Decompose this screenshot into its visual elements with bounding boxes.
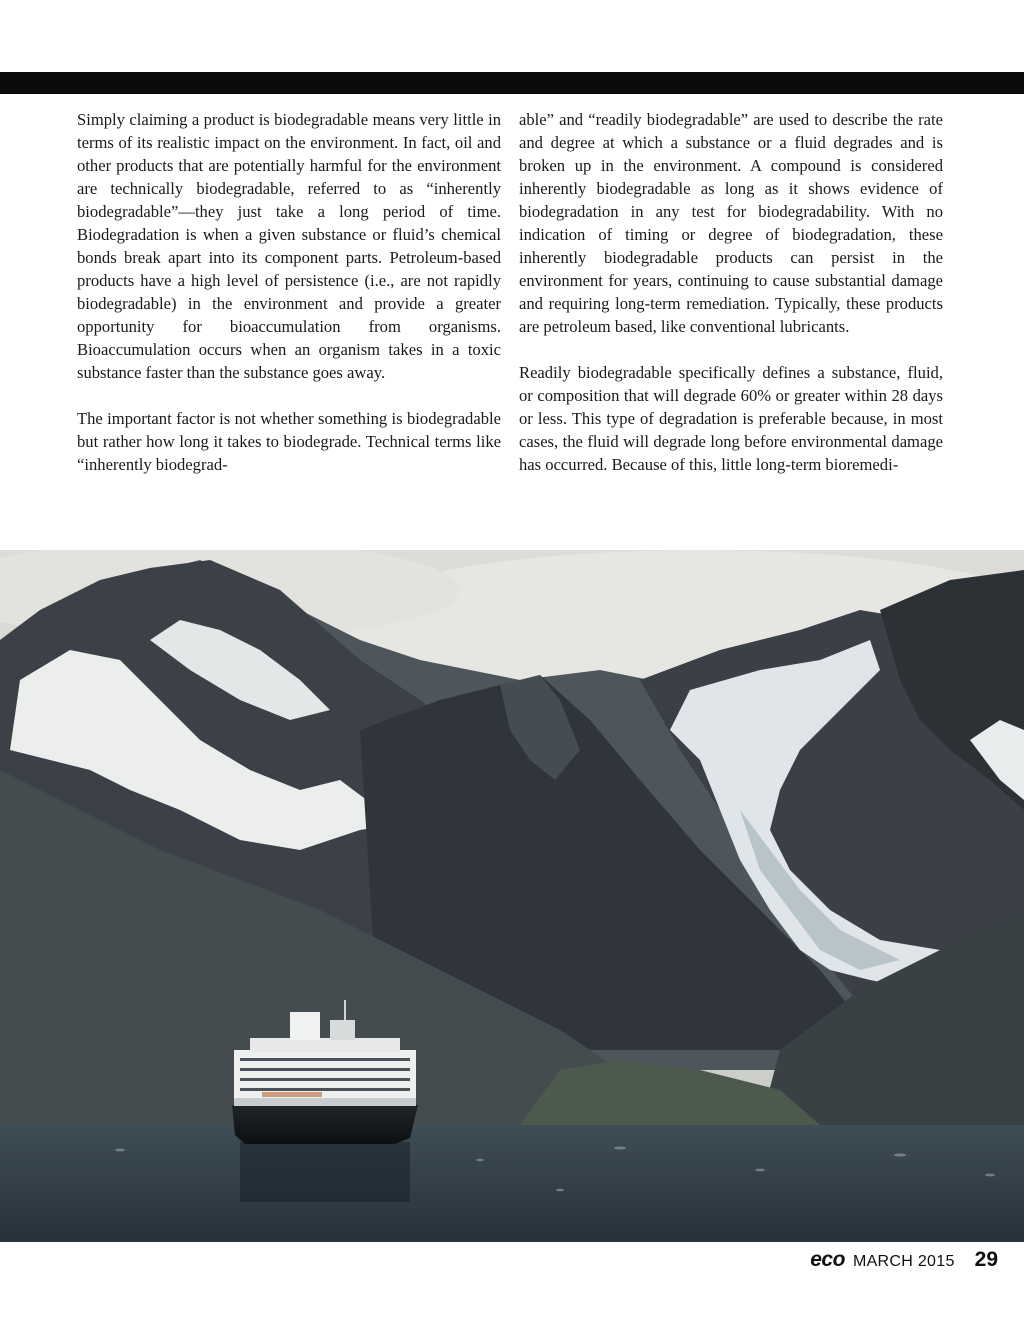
paragraph: able” and “readily biodegradable” are used to describe the rate and degree at which a substance or a fluid degrades and is broken up in the environment. A compound is considered inherently biodegradable as long as it shows evidence of biodegradation in any test for biodegradability. With no indication of timing or degree of biodegradation, these inherently biodegradable products can persist in the environment for years, continuing to cause substantial damage and requiring long-term remediation. Typically, these products are petroleum based, like conventional lubricants.	[519, 110, 943, 336]
magazine-logo: eco	[810, 1248, 845, 1271]
paragraph: Simply claiming a product is biodegradable means very little in terms of its realistic impact on the environment. In fact, oil and other products that are potentially harmful for the environment are technically biodegradable, referred to as “inherently biodegradable”—they just take a long period of time. Biodegradation is when a given substance or fluid’s chemical bonds break apart into its component parts. Petroleum-based products have a high level of persistence (i.e., are not rapidly biodegradable) in the environment and provide a greater opportunity for bioaccumulation from organisms. Bioaccumulation occurs when an organism takes in a toxic substance faster than the substance goes away.	[77, 110, 501, 382]
paragraph: The important factor is not whether something is biodegradable but rather how long it takes to biodegrade. Technical terms like “inherently biodegrad-	[77, 409, 501, 474]
page-number: 29	[974, 1248, 998, 1271]
header-bar	[0, 72, 1024, 94]
issue-date: MARCH 2015	[852, 1253, 955, 1270]
page-footer	[810, 1248, 998, 1274]
paragraph: Readily biodegradable specifically defines a substance, fluid, or composition that will degrade 60% or greater within 28 days or less. This type of degradation is preferable because, in most cases, the fluid will degrade long before environmental damage has occurred. Because of this, little long-term bioremedi-	[519, 363, 943, 474]
article-column-left	[77, 108, 501, 499]
glacier-cruise-ship-photo	[0, 550, 1024, 1242]
article-column-right	[519, 108, 943, 499]
